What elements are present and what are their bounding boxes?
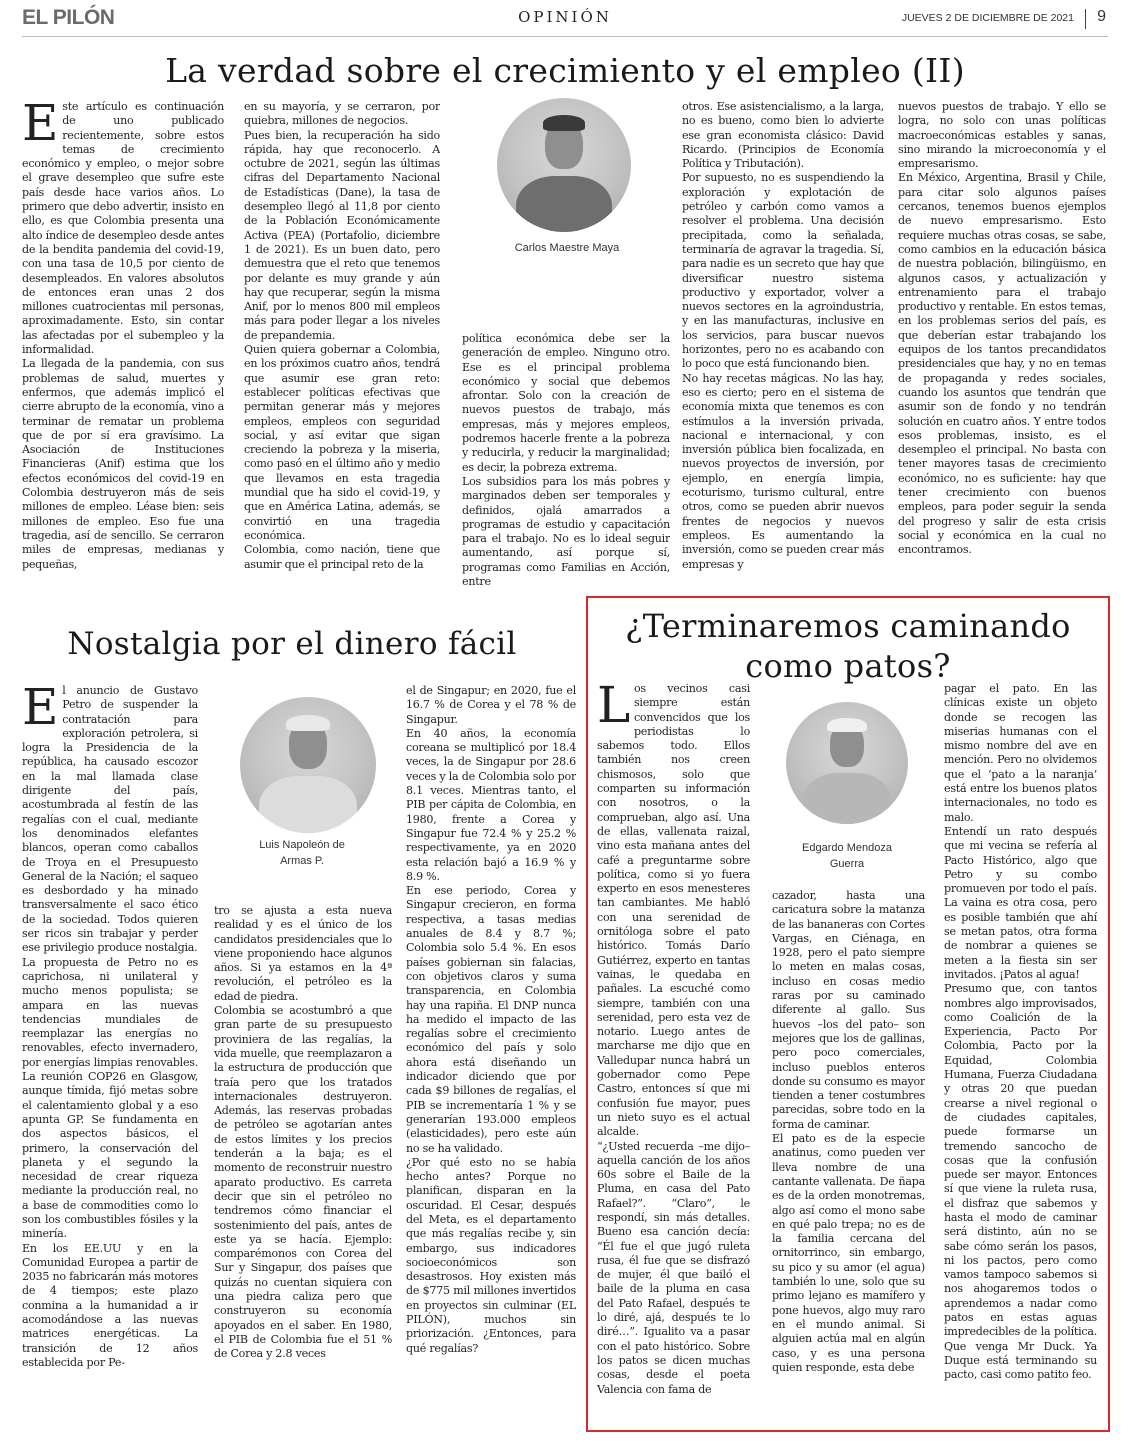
- article-3-author-line-1: Edgardo Mendoza: [802, 842, 892, 854]
- article-3-column-1: [597, 682, 750, 1416]
- article-1-column-4: [682, 100, 884, 597]
- issue-date: JUEVES 2 DE DICIEMBRE DE 2021: [901, 12, 1074, 24]
- header-divider: [1085, 9, 1086, 29]
- header-rule: [22, 36, 1108, 37]
- masthead: [22, 6, 1108, 38]
- article-3-column-1-text: os vecinos casi siempre están convencidos que los periodistas lo sabemos todo. Ellos también nos creen chismosos, solo que comparten su información con nosotros, o la comprueban, algo así. Una de ellas, vallenata raizal, vino esta mañana antes del café a preguntarme sobre política, como si yo fuera experto en esos menesteres tan cambiantes. Me habló con una serenidad de ornitóloga sobre el pato histórico. Tomás Darío Gutiérrez, experto en tantas vainas, le quedaba en pañales. La escuché como siempre, también con una serenidad, pero esta vez de notario. Luego antes de marcharse me dijo que en Valledupar nunca habrá un gobernador como Pepe Castro, entonces sí que mi confusión fue mayor, pues un nieto suyo es el actual alcalde. “¿Usted recuerda –me dijo– aquella canción de los años 60s sobre el Baile de la Pluma, en casa del Pato Rafael?”. “Claro”, le respondí, sin más detalles. Bueno esa canción decía: “Él fue el que jugó ruleta rusa, él fue que se disfrazó de mujer, él que bailó el baile de la pluma en casa del Pato Rafael, después te lo diré, ajá, después te lo diré…”. Igualito va a pasar con el pato histórico. Sobre los patos se dicen muchas cosas, desde el poeta Valencia con fama de: [597, 682, 750, 1396]
- article-1-author-caption: Carlos Maestre Maya: [514, 242, 620, 254]
- article-1-column-3: [462, 332, 670, 597]
- article-3-column-2: [772, 889, 925, 1416]
- article-1-headline: La verdad sobre el crecimiento y el empleo (II): [165, 51, 965, 90]
- article-1-column-5-text: nuevos puestos de trabajo. Y ello se logra, no solo con unas políticas macroeconómicas estables y sanas, sino mirando la microeconomía y el empresarismo. En México, Argentina, Brasil y Chile, para citar solo algunos países cercanos, tenemos buenos ejemplos de nuevo empresarismo. Esto requiere muchas otras cosas, se sabe, como cambios en la educación básica de nuestra población, bilingüismo, en algunos casos, y actualización y entrenamiento para el trabajo productivo y rentable. En estos temas, en los problemas serios del país, es que deberían estar trabajando los equipos de los tantos precandidatos presidenciales que hay, y no en temas de propaganda y redes sociales, cuando los asuntos que tendrán que asumir son de fondo y no tendrán solución en cuatro años. Y entre todos esos problemas, insisto, es el desempleo el principal. No basta con tener mayores tasas de crecimiento económico, no es suficiente: hay que tener crecimiento con buenos empleos, para poder seguir la senda del progreso y salir de esta crisis social y económica en la cual no encontramos.: [898, 100, 1106, 557]
- article-1-column-2-text: en su mayoría, y se cerraron, por quiebra, millones de negocios. Pues bien, la recuperación ha sido rápida, hay que reconocerlo. A octubre de 2021, según las últimas cifras del Departamento Nacional de Estadísticas (Dane), la tasa de desempleo llegó al 11,8 por ciento de la Población Económicamente Activa (PEA) (Portafolio, diciembre 1 de 2021). Es un buen dato, pero demuestra que el reto que tenemos por delante es muy grande y aún hay que recuperar, según la misma Anif, por lo menos 800 mil empleos más para poder llegar a los niveles de prepandemia. Quien quiera gobernar a Colombia, en los próximos cuatro años, tendrá que asumir ese gran reto: establecer políticas efectivas que permitan generar más y mejores empleos, empleos con seguridad social, y así evitar que sigan creciendo la pobreza y la miseria, como pasó en el último año y medio que llevamos en esta tragedia mundial que ha sido el covid-19, y que en América Latina, además, se convirtió en una tragedia económica. Colombia, como nación, tiene que asumir que el principal reto de la: [244, 100, 440, 571]
- article-1-column-4-text: otros. Ese asistencialismo, a la larga, no es bueno, como bien lo advierte ese gran economista clásico: David Ricardo. (Principios de Economía Política y Tributación). Por supuesto, no es suspendiendo la exploración y explotación de petróleo y carbón como vamos a resolver el problema. Una decisión precipitada, como la señalada, terminaría de agravar la tragedia. Sí, para nadie es un secreto que hay que diversificar nuestro sistema productivo y exportador, volver a nuevos sectores en la agroindustria, y en las manufacturas, inclusive en los servicios, para buscar nuevos horizontes, pero no es acabando con lo poco que está funcionando bien. No hay recetas mágicas. No las hay, eso es cierto; pero en el sistema de economía mixta que tenemos es con estímulos a la inversión privada, nacional e internacional, y con inversión pública bien focalizada, en nuevos proyectos de inversión, por ejemplo, en energía limpia, ecoturismo, turismo cultural, entre otros, como se pueden abrir nuevos frentes de negocios y nuevos empleos. Es aumentando la inversión, como se pueden crear más empresas y: [682, 100, 884, 571]
- author-photo-luis-napoleon: [240, 697, 376, 833]
- article-2-author-line-1: Luis Napoleón de: [259, 839, 345, 851]
- article-3-column-2-text: cazador, hasta una caricatura sobre la matanza de las bananeras con Cortes Vargas, en Ciénaga, en 1928, pero el pato siempre lo meten en malas cosas, incluso en cosas medio raras por su caminado diferente al gallo. Sus huevos –los del pato– son mejores que los de gallinas, pero poco comerciales, incluso pueblos enteros donde su consumo es mayor tienden a tener costumbres parecidas, sobre todo en la forma de caminar. El pato es de la especie anatinus, como pueden ver lleva nombre de una cantante vallenata. De ñapa es de la orden monotremas, algo así como el mono sabe en qué palo trepa; no es de la familia cercana del ornitorrinco, sin embargo, su pico y su amor (el agua) también lo une, solo que su primo lejano es mamífero y pone huevos, algo muy raro en el mundo animal. Si alguien actúa mal en algún caso, y es una persona quien responde, esta debe: [772, 889, 925, 1374]
- article-2-column-2-text: tro se ajusta a esta nueva realidad y es el único de los candidatos presidenciales que lo viene proponiendo hace algunos años. Si ya estamos en la 4ª revolución, el petróleo es la edad de piedra. Colombia se acostumbró a que gran parte de su presupuesto proviniera de las regalías, la vida muelle, que reemplazaron a la estructura de producción que traía pero que los tratados internacionales destruyeron. Además, las reservas probadas de petróleo se agotarían antes de estos límites y los precios tenderán a la baja; es el momento de reconstruir nuestro aparato productivo. Es carreta decir que sin el petróleo no tendremos cómo financiar el sostenimiento del país, antes de este ya se hacía. Ejemplo: comparémonos con Corea del Sur y Singapur, dos países que quizás no cuentan siquiera con una piedra caliza pero que construyeron su economía apoyados en el saber. En 1980, el PIB de Colombia fue el 51 % de Corea y 2.8 veces: [214, 904, 392, 1361]
- article-2-headline: Nostalgia por el dinero fácil: [67, 626, 517, 662]
- article-1-column-3-text: política económica debe ser la generación de empleo. Ninguno otro. Ese es el principal problema económico y social que debemos afrontar. Solo con la creación de nuevos puestos de trabajo, más empresas, más y mejores empleos, podremos hacerle frente a la pobreza y reducirla, y reducir la marginalidad; es decir, la pobreza extrema. Los subsidios para los más pobres y marginados deben ser temporales y definidos, ojalá amarrados a programas de estudio y capacitación para el trabajo. No es lo ideal seguir aumentando, así porque sí, programas como Familias en Acción, entre: [462, 332, 670, 589]
- article-3-headline: [598, 606, 1098, 686]
- article-3-headline-line-1: ¿Terminaremos caminando: [625, 607, 1071, 645]
- article-2-column-3-text: el de Singapur; en 2020, fue el 16.7 % de Corea y el 78 % de Singapur. En 40 años, la economía coreana se multiplicó por 18.4 veces, la de Singapur por 28.6 veces y la de Colombia solo por 8.1 veces. Mientras tanto, el PIB per cápita de Colombia, en 1980, frente a Corea y Singapur fue 72.4 % y 25.2 % respectivamente, ya en 2020 esta relación bajó a 16.9 % y 8.9 %. En ese periodo, Corea y Singapur crecieron, en forma respectiva, a tasas medias anuales de 8.4 y 8.7 %; Colombia solo 5.4 %. En esos países gobiernan sin falacias, con objetivos claros y suma transparencia, en Colombia hay una rapiña. El DNP nunca ha medido el impacto de las regalías sobre el crecimiento económico del país y solo ahora está diseñando un indicador diciendo que por cada $9 billones de regalías, el PIB se incrementaría 1 % y se generarían 193.000 empleos (elasticidades), pero este aún no se ha validado. ¿Por qué esto no se había hecho antes? Porque no planifican, disparan en la oscuridad. El Cesar, después del Meta, es el departamento que más regalías recibe y, sin embargo, sus indicadores socioeconómicos son desastrosos. Hoy existen más de $775 mil millones invertidos en proyectos sin culminar (EL PILÓN), muchos sin priorización. ¿Entonces, para qué regalías?: [406, 684, 576, 1355]
- article-2-column-2: [214, 904, 392, 1426]
- article-2-column-1: [22, 684, 198, 1426]
- article-2-column-1-text: l anuncio de Gustavo Petro de suspender la contratación para exploración petrolera, si logra la Presidencia de la república, ha causado escozor en la mal llamada clase dirigente del país, acostumbrada al festín de las regalías con el cual, mediante los denominados elefantes blancos, operan como caballos de Troya en el Presupuesto General de la Nación; el saqueo es desbordado y ha minado transversalmente el saco ético de la sociedad. Todos quieren ser ricos sin trabajar y perder ese privilegio produce nostalgia. La propuesta de Petro no es caprichosa, ni unilateral y mucho menos populista; se ampara en las nuevas tendencias mundiales de reemplazar las energías no renovables, efecto invernadero, por energías limpias renovables. La reunión COP26 en Glasgow, aunque tímida, fijó metas sobre el calentamiento global y a eso apunta GP. Se fundamenta en dos aspectos básicos, el primero, la conservación del planeta y el segundo la necesidad de crear riqueza mediante la producción real, no a base de commodities como lo son los combustibles fósiles y la minería. En los EE.UU y en la Comunidad Europea a partir de 2035 no fabricarán más motores de 4 tiempos; este plazo conmina a la humanidad a ir acomodándose a las nuevas matrices energéticas. La transición de 12 años establecida por Pe-: [22, 684, 198, 1369]
- page-number: 9: [1097, 8, 1106, 25]
- article-1-column-1: [22, 100, 224, 597]
- article-2-column-3: [406, 684, 576, 1426]
- section-title: OPINIÓN: [518, 8, 612, 26]
- article-3-author-caption: [762, 840, 932, 872]
- article-2-author-caption: [212, 837, 392, 869]
- article-2-author-line-2: Armas P.: [280, 855, 324, 867]
- author-photo-carlos-maestre: [497, 98, 631, 232]
- article-3-headline-line-2: como patos?: [745, 647, 951, 685]
- article-3-author-line-2: Guerra: [829, 858, 865, 870]
- article-3-column-3: [944, 682, 1097, 1416]
- newspaper-logo: EL PILÓN: [22, 6, 115, 29]
- author-photo-edgardo-mendoza: [786, 702, 908, 824]
- article-1-column-1-text: ste artículo es continuación de uno publicado recientemente, sobre estos temas de crecimiento económico y empleo, o mejor sobre el grave desempleo que sufre este país desde hace varios años. Lo primero que debo advertir, insisto en ello, es que Colombia presenta una alto índice de desempleo desde antes de la bendita pandemia del covid-19, con una tasa de 10,5 por ciento de desempleados. En valores absolutos de entonces eran unas 2 dos millones cuatrocientas mil personas, aproximadamente. Esto, sin contar las afectadas por el subempleo y la informalidad. La llegada de la pandemia, con sus problemas de salud, muertes y enfermos, que además implicó el cierre abrupto de la economía, vino a terminar de rematar un problema que de por sí era gravísimo. La Asociación de Instituciones Financieras (Anif) estima que los efectos económicos del covid-19 en Colombia destruyeron más de seis millones de empleo. Léase bien: seis millones de empleo. Eso fue una tragedia, así de sencillo. Se cerraron miles de empresas, medianas y pequeñas,: [22, 100, 224, 571]
- article-3-column-3-text: pagar el pato. En las clínicas existe un objeto donde se recogen las miserias humanas con el mismo nombre del ave en mención. Pero no olvidemos que el ‘pato a la naranja’ está entre los buenos platos internacionales, no todo es malo. Entendí un rato después que mi vecina se refería al Pacto Histórico, algo que Petro y su combo promueven por todo el país. La vaina es otra cosa, pero es posible también que ahí se metan patos, otra forma de nombrar a quienes se meten a la fiesta sin ser invitados. ¡Patos al agua! Presumo que, con tantos nombres algo improvisados, como Coalición de la Experiencia, Pacto Por Colombia, Pacto por la Equidad, Colombia Humana, Fuerza Ciudadana y otras 20 que puedan crearse a nivel regional o de ciudades capitales, puede formarse un tremendo sancocho de cosas que la confusión puede ser mayor. Entonces sí que viene la ruleta rusa, el disfraz que sabemos y hasta el modo de caminar será distinto, aún no se sabe cómo serán los pasos, ni los pactos, pero como vamos tampoco sabemos si nos ahogaremos todos o aprendemos a nadar como patos en estas aguas impredecibles de la política. Que venga Mr Duck. Ya Duque está terminando su pacto, casi como patito feo.: [944, 682, 1097, 1382]
- article-1-column-5: [898, 100, 1106, 597]
- article-1-column-2: [244, 100, 440, 597]
- article-3-dropcap: L: [597, 682, 630, 734]
- article-1-dropcap: E: [22, 100, 59, 152]
- article-2-dropcap: E: [22, 684, 59, 736]
